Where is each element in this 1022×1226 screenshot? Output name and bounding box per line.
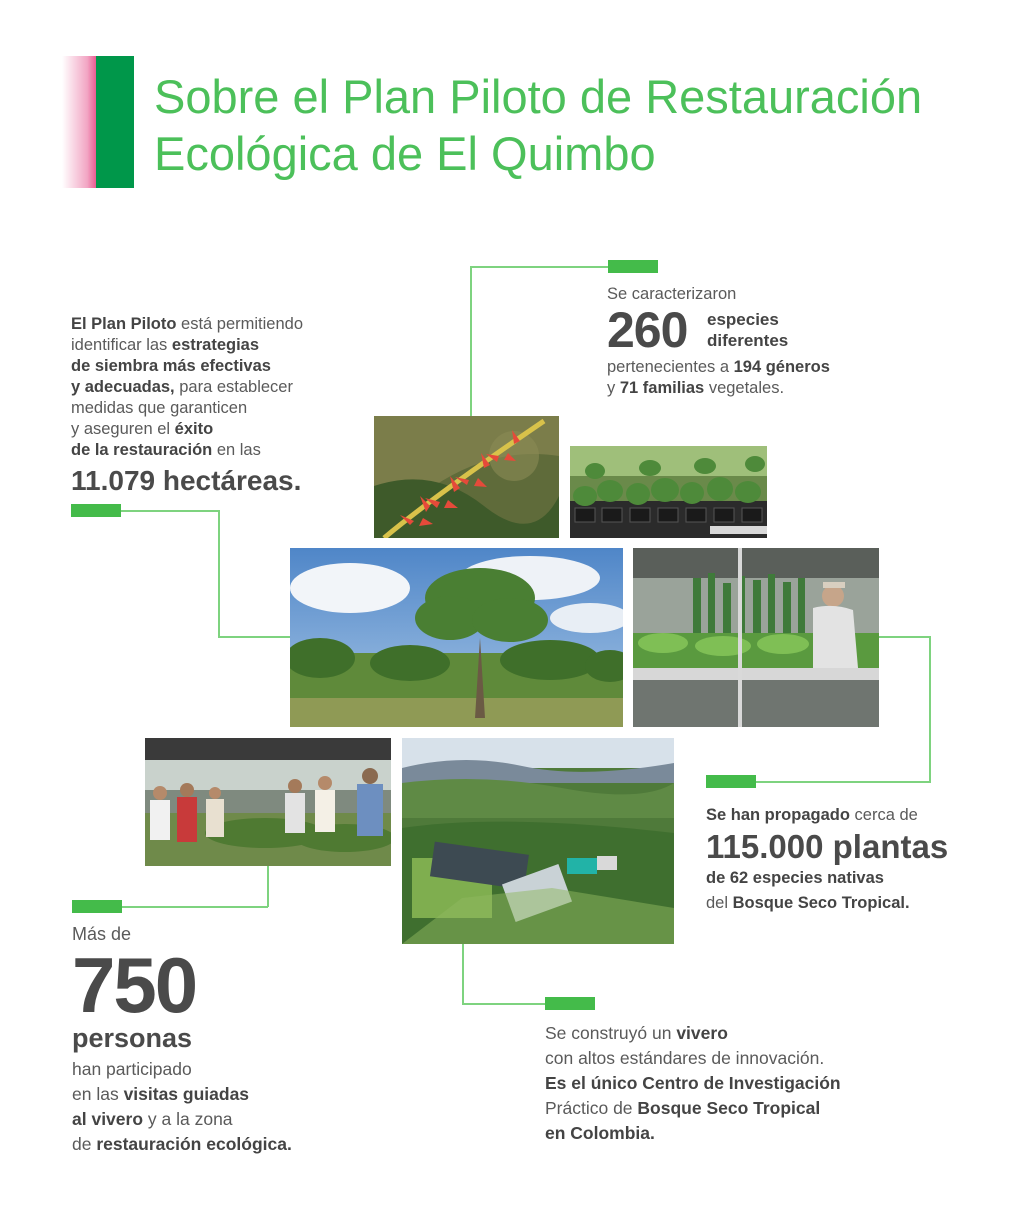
flowering-plant-photo <box>374 416 559 538</box>
connector-line <box>756 781 931 783</box>
guided-visit-group-photo <box>145 738 391 866</box>
vivero-text: Se construyó un vivero con altos estándares de innovación. Es el único Centro de Investigación Práctico de Bosque Seco Tropical en Colombia. <box>545 1023 841 1143</box>
species-count: 260 <box>607 302 688 358</box>
connector-line <box>218 636 290 638</box>
connector-line <box>470 266 610 268</box>
connector-tab <box>706 775 756 788</box>
connector-line <box>462 944 464 1004</box>
nursery-worker-photo <box>633 548 879 727</box>
header-accent-fade <box>62 56 98 188</box>
plan-piloto-text: El Plan Piloto está permitiendo identificar las estrategias de siembra más efectivas y adecuadas, para establecer medidas que garanticen y aseguren el éxito de la restauración en las 11.079 hectáreas. <box>71 314 351 499</box>
seedling-trays-photo <box>570 446 767 538</box>
connector-tab <box>71 504 121 517</box>
dry-forest-landscape-photo <box>290 548 623 727</box>
connector-line <box>470 266 472 416</box>
header-accent-bar <box>96 56 134 188</box>
people-text: Más de 750 personas han participado en las visitas guiadas al vivero y a la zona de restauración ecológica. <box>72 924 372 1157</box>
nursery-aerial-photo <box>402 738 674 944</box>
connector-line <box>121 510 219 512</box>
title-line-1: Sobre el Plan Piloto de Restauración <box>154 70 923 123</box>
connector-line <box>878 636 930 638</box>
plants-figure: 115.000 plantas <box>706 828 949 865</box>
connector-line <box>122 906 268 908</box>
plants-text: Se han propagado cerca de 115.000 plantas de 62 especies nativas del Bosque Seco Tropical. <box>706 805 1006 914</box>
hectares-figure: 11.079 hectáreas. <box>71 465 302 496</box>
title-line-2: Ecológica de El Quimbo <box>154 127 656 180</box>
connector-tab <box>72 900 122 913</box>
species-text: Se caracterizaron 260 especies diferentes pertenecientes a 194 géneros y 71 familias vegetales. <box>607 285 830 397</box>
connector-tab <box>545 997 595 1010</box>
connector-line <box>929 636 931 782</box>
connector-line <box>462 1003 546 1005</box>
connector-tab <box>608 260 658 273</box>
connector-line <box>218 510 220 637</box>
page-title <box>154 68 922 182</box>
connector-line <box>267 866 269 907</box>
people-count: 750 <box>72 941 197 1029</box>
